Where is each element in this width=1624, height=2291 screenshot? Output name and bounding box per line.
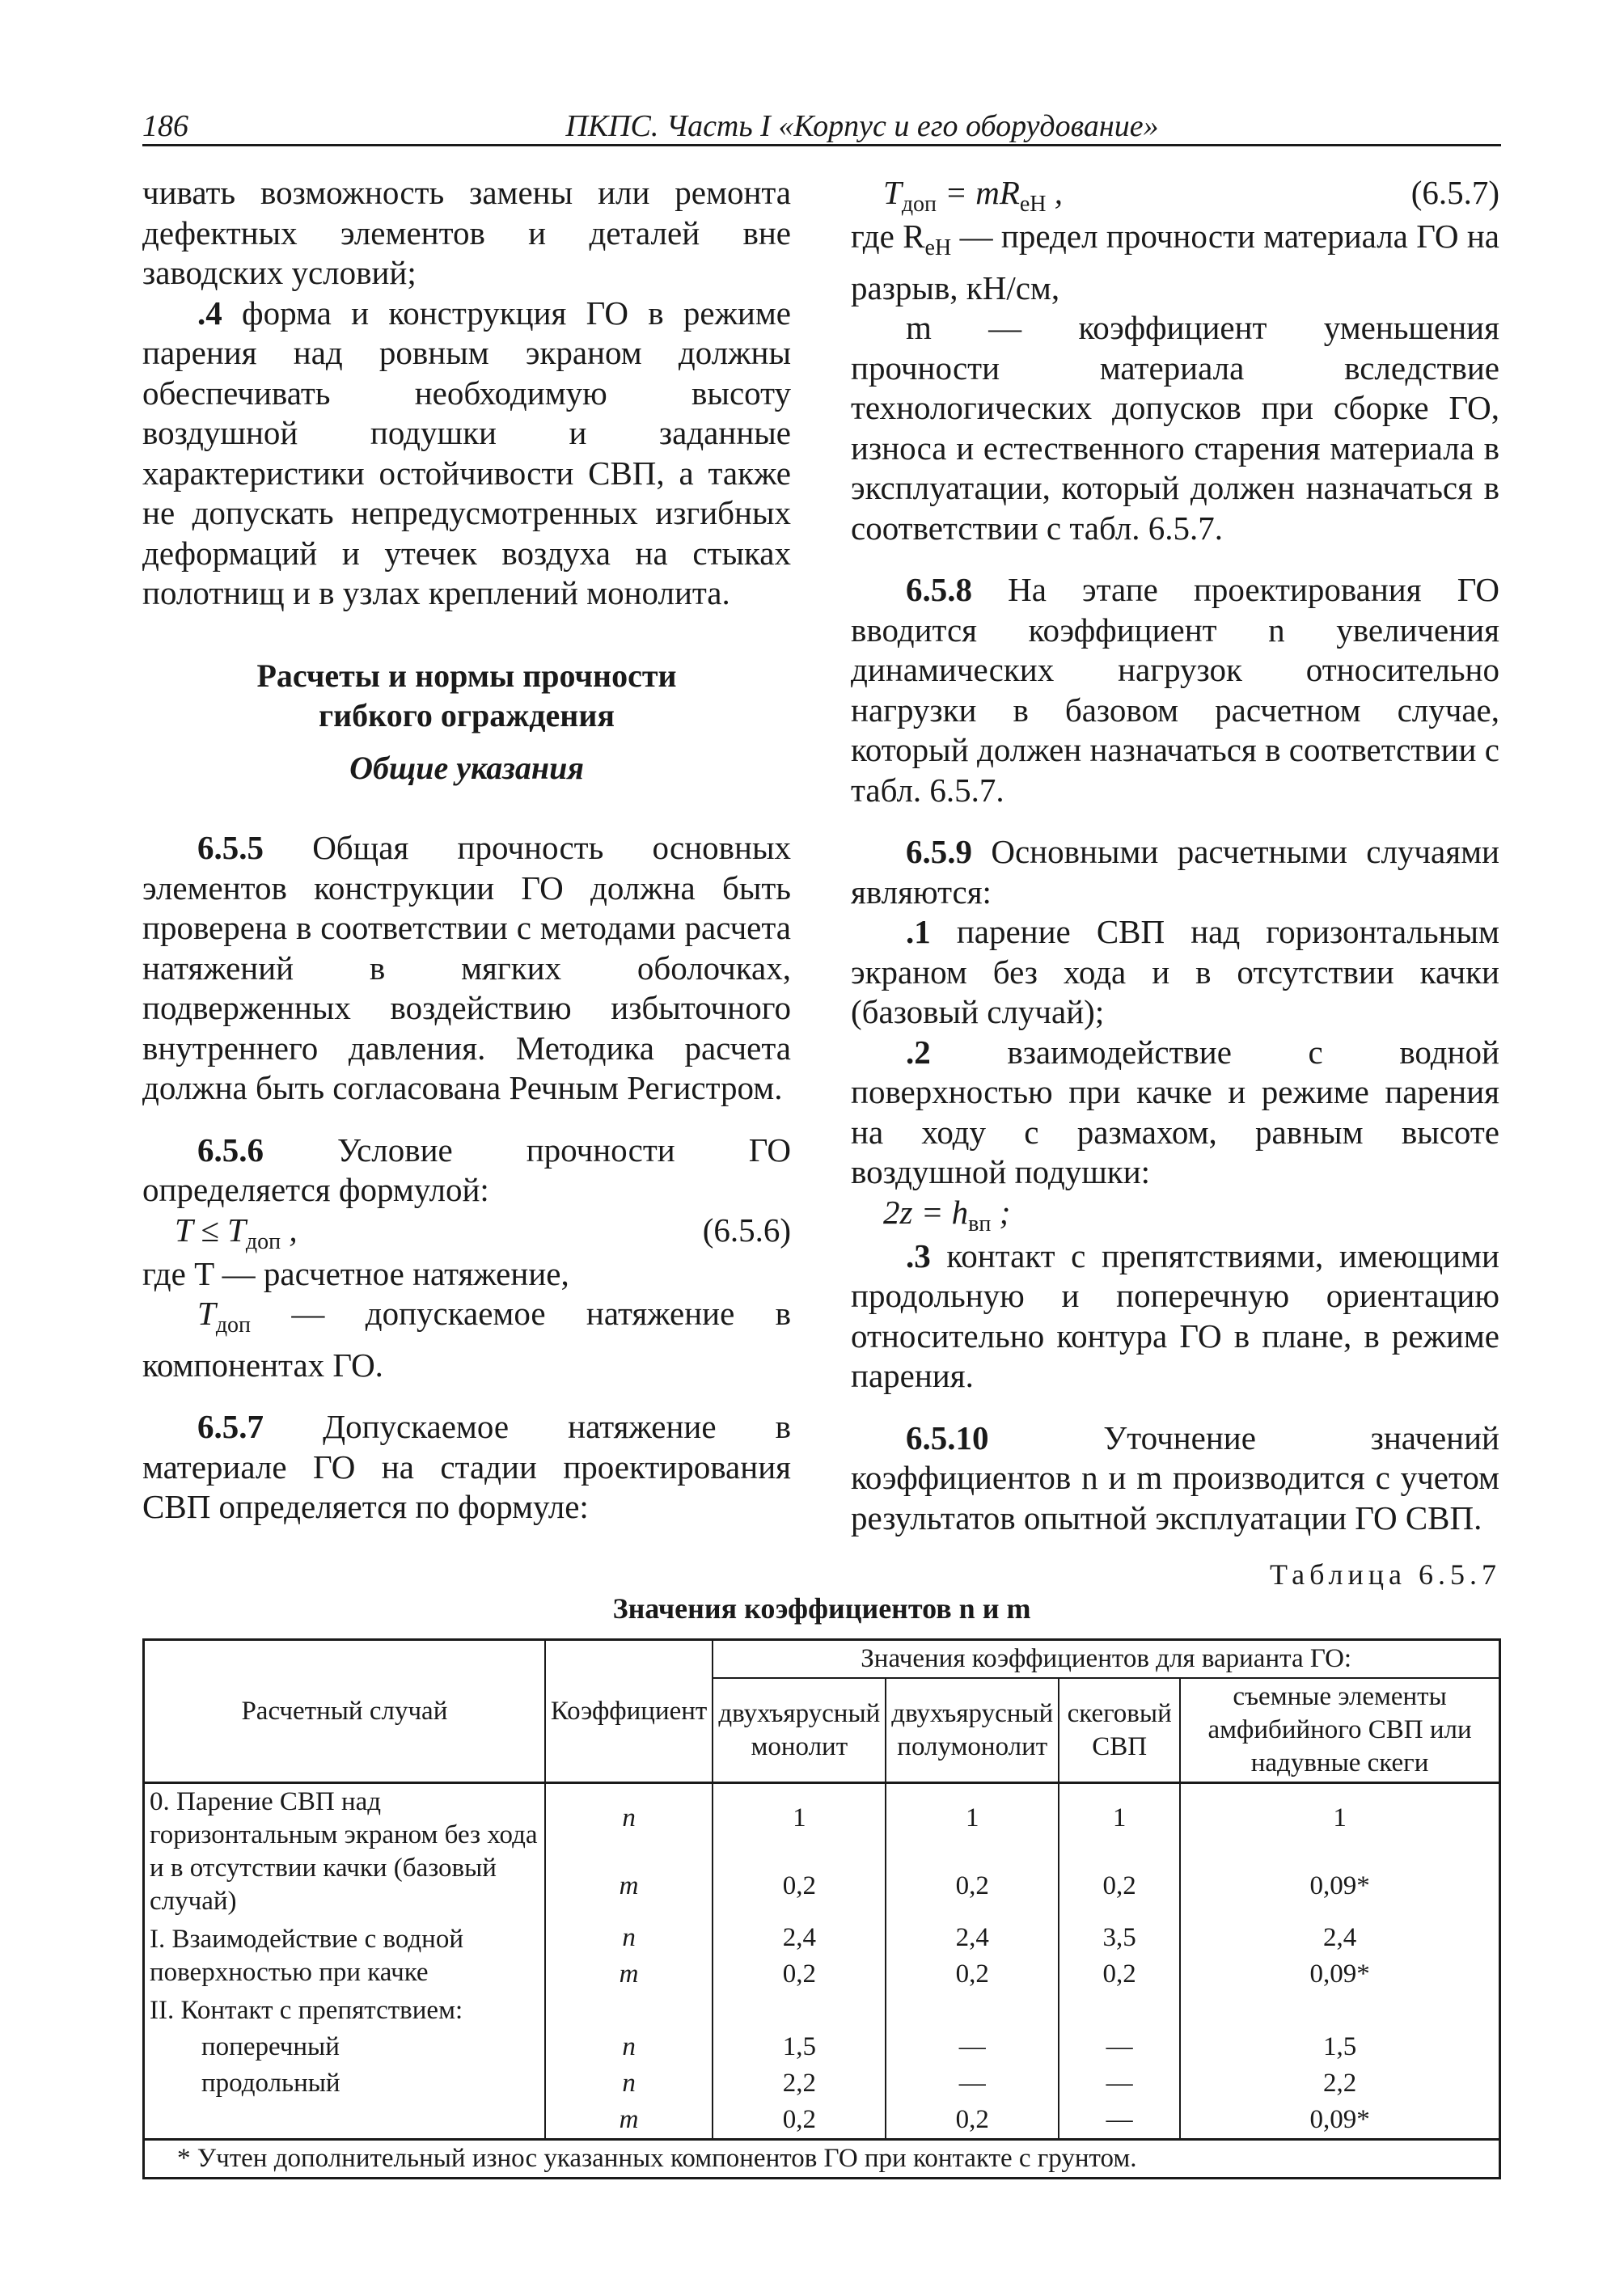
case-cell: продольный bbox=[144, 2065, 545, 2102]
item-text: взаимодействие с водной поверхностью при качке и режиме парения на ходу с размахом, равным высоте воздушной подушки: bbox=[851, 1033, 1499, 1191]
coef-cell: n bbox=[545, 2029, 713, 2065]
paragraph-6-5-6 bbox=[142, 1131, 791, 1211]
definition-text: — допускаемое натяжение в компонентах ГО. bbox=[142, 1295, 791, 1384]
heading-line: гибкого ограждения bbox=[318, 696, 615, 733]
value-cell: 1 bbox=[886, 1783, 1059, 1853]
where-definition: m — коэффициент уменьшения прочности материала вследствие технологических допусков при сборке ГО, износа и естественного старения материала в эксплуатации, который должен назначаться в соответствии с табл. 6.5.7. bbox=[851, 309, 1499, 547]
item-text: контакт с препятствиями, имеющими продольную и поперечную ориентацию относительно контура ГО в плане, в режиме парения. bbox=[851, 1236, 1499, 1395]
formula-6-5-7 bbox=[851, 173, 1499, 217]
paragraph-6-5-9 bbox=[851, 832, 1499, 912]
value-cell: 0,09* bbox=[1180, 1853, 1499, 1920]
table-number: Таблица 6.5.7 bbox=[1270, 1558, 1501, 1591]
formula-number: (6.5.7) bbox=[1410, 174, 1499, 211]
item-number: .2 bbox=[906, 1033, 931, 1071]
value-cell: 0,2 bbox=[886, 2102, 1059, 2140]
table-row bbox=[144, 2102, 1500, 2140]
value-cell: — bbox=[886, 2065, 1059, 2102]
where-definition bbox=[851, 217, 1499, 308]
table-row bbox=[144, 1783, 1500, 1853]
value-cell: 0,2 bbox=[713, 1956, 886, 1993]
coef-cell: n bbox=[545, 2065, 713, 2102]
case-cell: 0. Парение СВП над горизонтальным экраном без хода и в отсутствии качки (базовый случай) bbox=[144, 1783, 545, 1921]
coef-cell: m bbox=[545, 1956, 713, 1993]
table-row bbox=[144, 2065, 1500, 2102]
definition-text: где R bbox=[851, 218, 925, 255]
left-column bbox=[142, 173, 791, 1528]
clause-text: На этапе проектирования ГО вводится коэффициент n увеличения динамических нагрузок относительно нагрузки в базовом расчетном случае, который должен назначаться в соответствии с табл. 6.5.7. bbox=[851, 571, 1499, 809]
subsection-heading: Общие указания bbox=[349, 749, 584, 786]
paragraph-6-5-10 bbox=[851, 1418, 1499, 1539]
formula-text: T bbox=[883, 174, 902, 211]
table-footnote-row bbox=[144, 2140, 1500, 2179]
clause-number: 6.5.5 bbox=[197, 829, 264, 866]
formula-6-5-6 bbox=[142, 1211, 791, 1254]
item-number: .1 bbox=[906, 913, 931, 951]
value-cell: 2,4 bbox=[713, 1920, 886, 1956]
list-item bbox=[851, 912, 1499, 1033]
where-definition: где T — расчетное натяжение, bbox=[142, 1254, 569, 1292]
table-title: Значения коэффициентов n и m bbox=[612, 1592, 1031, 1625]
symbol-subscript: доп bbox=[215, 1312, 252, 1338]
paragraph-6-5-5 bbox=[142, 828, 791, 1109]
clause-text: Условие прочности ГО определяется формулой: bbox=[142, 1131, 791, 1208]
case-cell: поперечный bbox=[144, 2029, 545, 2065]
paragraph bbox=[142, 294, 791, 614]
formula-text: , bbox=[1046, 174, 1064, 211]
page-number: 186 bbox=[142, 109, 188, 143]
table-row bbox=[144, 1920, 1500, 1956]
section-heading bbox=[142, 656, 791, 735]
item-text: парение СВП над горизонтальным экраном без хода и в отсутствии качки (базовый случай); bbox=[851, 913, 1499, 1031]
coefficients-table bbox=[142, 1638, 1501, 2179]
value-cell: 2,4 bbox=[1180, 1920, 1499, 1956]
clause-text: Уточнение значений коэффициентов n и m производится с учетом результатов опытной эксплуатации ГО СВП. bbox=[851, 1418, 1499, 1536]
value-cell: 1 bbox=[1180, 1783, 1499, 1853]
table-footnote: * Учтен дополнительный износ указанных компонентов ГО при контакте с грунтом. bbox=[144, 2140, 1500, 2179]
value-cell: 0,2 bbox=[713, 1853, 886, 1920]
header-group: Значения коэффициентов для варианта ГО: bbox=[713, 1640, 1499, 1679]
header-case: Расчетный случай bbox=[144, 1640, 545, 1783]
value-cell: 1 bbox=[1059, 1783, 1180, 1853]
value-cell: 3,5 bbox=[1059, 1920, 1180, 1956]
clause-number: 6.5.9 bbox=[906, 833, 972, 871]
coef-cell: n bbox=[545, 1920, 713, 1956]
table-row bbox=[144, 2029, 1500, 2065]
formula-text: 2z = h bbox=[883, 1193, 969, 1231]
value-cell: 1 bbox=[713, 1783, 886, 1853]
value-cell: 2,2 bbox=[1180, 2065, 1499, 2102]
paragraph: чивать возможность замены или ремонта дефектных элементов и деталей вне заводских условий; bbox=[142, 174, 791, 291]
formula-2z bbox=[851, 1193, 1499, 1236]
header-variant: скеговый СВП bbox=[1059, 1678, 1180, 1783]
coef-cell: m bbox=[545, 2102, 713, 2140]
item-text: форма и конструкция ГО в режиме парения над ровным экраном должны обеспечивать необходимую высоту воздушной подушки и заданные характеристики остойчивости СВП, а также не допускать непредусмотренных изгибных деформаций и утечек воздуха на стыках полотнищ и в узлах креплений монолита. bbox=[142, 294, 791, 611]
case-cell: II. Контакт с препятствием: bbox=[144, 1993, 545, 2029]
value-cell: 2,2 bbox=[713, 2065, 886, 2102]
clause-number: 6.5.8 bbox=[906, 571, 972, 609]
formula-text: , bbox=[281, 1211, 298, 1249]
header-variant: двухъярусный полумонолит bbox=[886, 1678, 1059, 1783]
table-header-row bbox=[144, 1640, 1500, 1679]
formula-text: = mR bbox=[937, 174, 1020, 211]
value-cell: 1,5 bbox=[713, 2029, 886, 2065]
clause-text: Допускаемое натяжение в материале ГО на стадии проектирования СВП определяется по формуле: bbox=[142, 1408, 791, 1526]
symbol: T bbox=[197, 1295, 216, 1332]
formula-number: (6.5.6) bbox=[702, 1211, 791, 1249]
paragraph-6-5-7 bbox=[142, 1407, 791, 1528]
value-cell: — bbox=[1059, 2029, 1180, 2065]
value-cell: 2,4 bbox=[886, 1920, 1059, 1956]
symbol-subscript: eH bbox=[924, 235, 952, 261]
clause-text: Основными расчетными случаями являются: bbox=[851, 833, 1499, 911]
running-header bbox=[142, 104, 1501, 146]
header-variant: двухъярусный монолит bbox=[713, 1678, 886, 1783]
value-cell: 0,2 bbox=[1059, 1956, 1180, 1993]
item-number: .3 bbox=[906, 1236, 931, 1274]
formula-subscript: доп bbox=[901, 192, 937, 218]
value-cell: 0,2 bbox=[886, 1853, 1059, 1920]
value-cell: 0,2 bbox=[1059, 1853, 1180, 1920]
paragraph-6-5-8 bbox=[851, 570, 1499, 810]
clause-text: Общая прочность основных элементов конструкции ГО должна быть проверена в соответствии с методами расчета натяжений в мягких оболочках, подверженных воздействию избыточного внутреннего давления. Методика расчета должна быть согласована Речным Регистром. bbox=[142, 829, 791, 1106]
formula-text: ; bbox=[991, 1193, 1011, 1231]
value-cell: 0,2 bbox=[886, 1956, 1059, 1993]
header-coefficient: Коэффициент bbox=[545, 1640, 713, 1783]
value-cell: 1,5 bbox=[1180, 2029, 1499, 2065]
list-item bbox=[851, 1033, 1499, 1193]
value-cell: 0,2 bbox=[713, 2102, 886, 2140]
value-cell: 0,09* bbox=[1180, 2102, 1499, 2140]
right-column bbox=[851, 173, 1499, 1538]
value-cell: — bbox=[1059, 2102, 1180, 2140]
coef-cell: n bbox=[545, 1783, 713, 1853]
heading-line: Расчеты и нормы прочности bbox=[256, 657, 677, 694]
running-title: ПКПС. Часть I «Корпус и его оборудование» bbox=[565, 109, 1159, 143]
formula-text: T ≤ T bbox=[175, 1211, 246, 1249]
list-item bbox=[851, 1236, 1499, 1397]
formula-subscript: доп bbox=[245, 1228, 281, 1254]
coef-cell: m bbox=[545, 1853, 713, 1920]
header-variant: съемные элементы амфибийного СВП или надувные скеги bbox=[1180, 1678, 1499, 1783]
value-cell: — bbox=[886, 2029, 1059, 2065]
formula-subscript: eH bbox=[1019, 192, 1047, 218]
table-row bbox=[144, 1993, 1500, 2029]
where-definition bbox=[142, 1294, 791, 1385]
formula-subscript: вп bbox=[968, 1211, 992, 1236]
value-cell: — bbox=[1059, 2065, 1180, 2102]
value-cell: 0,09* bbox=[1180, 1956, 1499, 1993]
item-number: .4 bbox=[197, 294, 222, 332]
case-cell: I. Взаимодействие с водной поверхностью при качке bbox=[144, 1920, 545, 1993]
clause-number: 6.5.7 bbox=[197, 1408, 264, 1446]
definition-text: — предел прочности материала ГО на разрыв, кН/см, bbox=[851, 218, 1499, 306]
clause-number: 6.5.10 bbox=[906, 1418, 989, 1456]
clause-number: 6.5.6 bbox=[197, 1131, 264, 1169]
